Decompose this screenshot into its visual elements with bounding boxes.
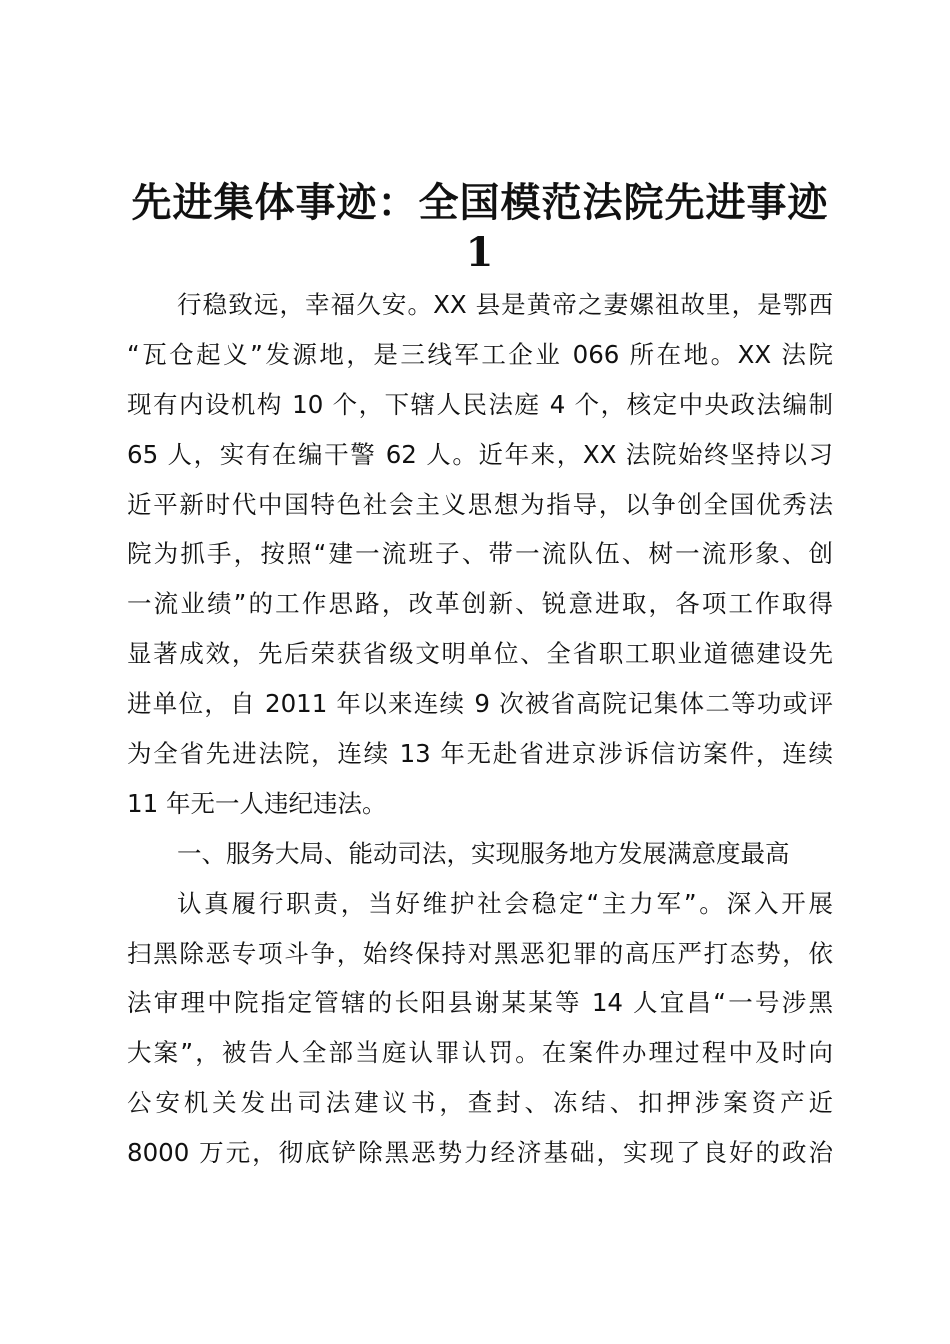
text-line: 11 年无一人违纪违法。 (127, 788, 387, 818)
text-line: “瓦仓起义”发源地，是三线军工企业 066 所在地。XX 法院 (127, 339, 833, 369)
paragraph-intro (127, 280, 833, 829)
paragraph-section-1 (127, 879, 833, 1178)
text-line: 8000 万元，彻底铲除黑恶势力经济基础，实现了良好的政治 (127, 1138, 833, 1168)
document-title (100, 178, 860, 278)
text-line: 为全省先进法院，连续 13 年无赴省进京涉诉信访案件，连续 (127, 739, 833, 769)
text-line: 显著成效，先后荣获省级文明单位、全省职工职业道德建设先 (127, 639, 833, 669)
text-line: 认真履行职责，当好维护社会稳定“主力军”。深入开展 (177, 888, 833, 918)
text-line: 公安机关发出司法建议书，查封、冻结、扣押涉案资产近 (127, 1088, 833, 1118)
text-line: 扫黑除恶专项斗争，始终保持对黑恶犯罪的高压严打态势，依 (127, 938, 833, 968)
section-heading: 一、服务大局、能动司法，实现服务地方发展满意度最高 (177, 838, 790, 868)
text-line: 进单位，自 2011 年以来连续 9 次被省高院记集体二等功或评 (127, 689, 833, 719)
text-line: 行稳致远，幸福久安。XX 县是黄帝之妻嫘祖故里，是鄂西 (177, 290, 833, 319)
text-line: 65 人，实有在编干警 62 人。近年来，XX 法院始终坚持以习 (127, 439, 833, 469)
text-line: 院为抓手，按照“建一流班子、带一流队伍、树一流形象、创 (127, 539, 833, 569)
text-line: 现有内设机构 10 个，下辖人民法庭 4 个，核定中央政法编制 (127, 389, 833, 419)
text-line: 一流业绩”的工作思路，改革创新、锐意进取，各项工作取得 (127, 589, 833, 619)
title-line-1: 先进集体事迹：全国模范法院先进事迹 (131, 179, 829, 226)
text-line: 大案”，被告人全部当庭认罪认罚。在案件办理过程中及时向 (127, 1038, 833, 1068)
text-line: 法审理中院指定管辖的长阳县谢某某等 14 人宜昌“一号涉黑 (127, 988, 833, 1018)
document-body (127, 280, 833, 1178)
title-line-2: 1 (465, 229, 495, 276)
text-line: 近平新时代中国特色社会主义思想为指导，以争创全国优秀法 (127, 489, 833, 519)
